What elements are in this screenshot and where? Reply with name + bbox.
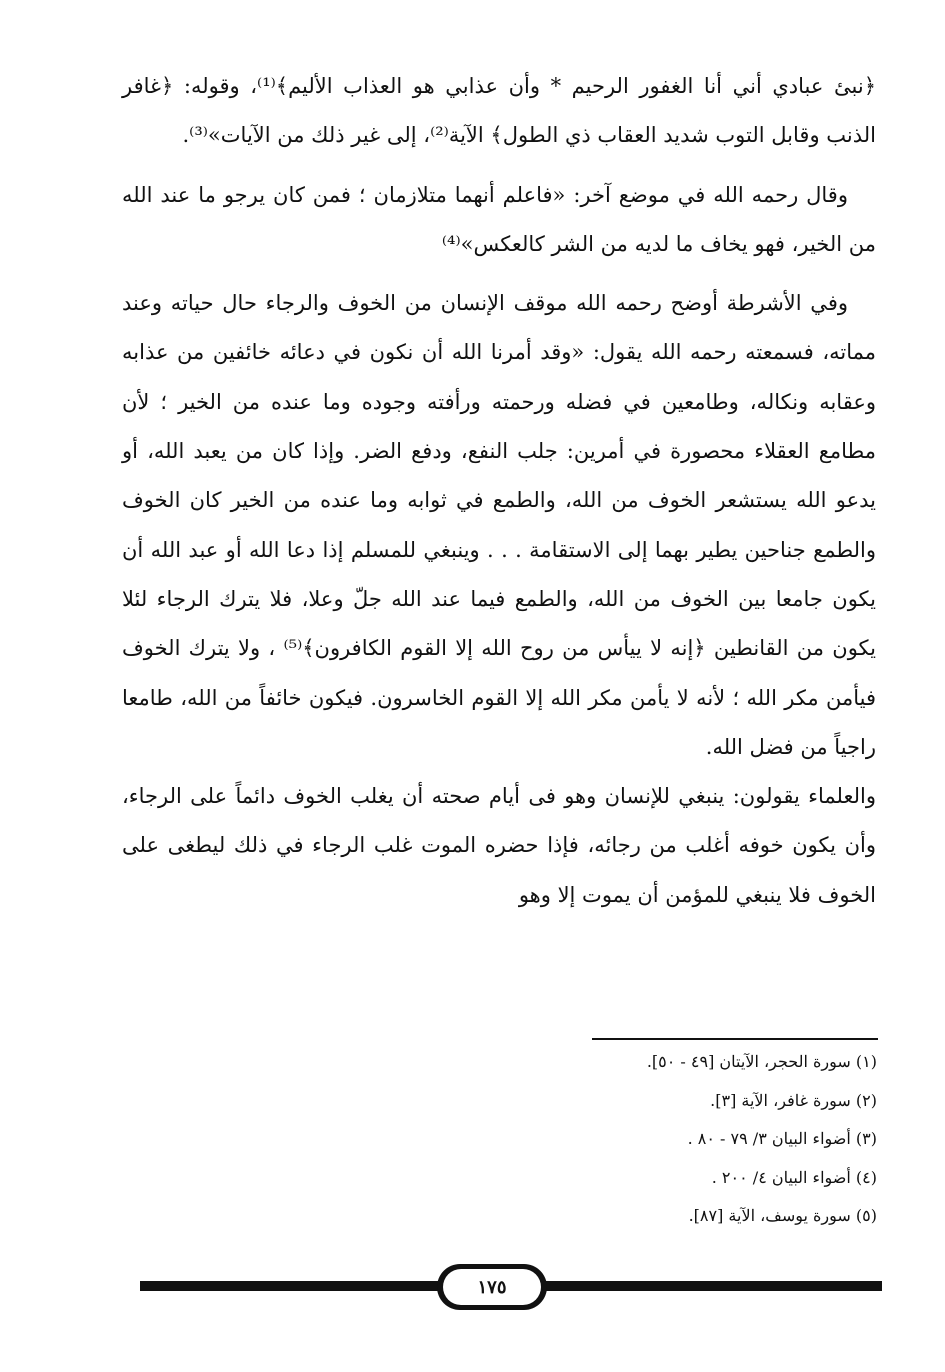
footnote-1: (١) سورة الحجر، الآيتان [٤٩ - ٥٠].: [646, 1052, 877, 1071]
footnote-5: (٥) سورة يوسف، الآية [٨٧].: [688, 1206, 877, 1225]
page-number-badge: [437, 1264, 547, 1310]
footnote-2: (٢) سورة غافر، الآية [٣].: [710, 1090, 877, 1110]
page-number: ١٧٥: [443, 1269, 541, 1305]
paragraph-tapes-explanation: وفي الأشرطة أوضح رحمه الله موقف الإنسان من الخوف والرجاء حال حياته وعند مماته، فسمعته رحمه الله يقول: «وقد أمرنا الله أن نكون في دعائه خائفين من عذابه وعقابه ونكاله، وطامعين في فضله ورحمته ورأفته وجوده وما عنده من الخير ؛ لأن مطامع العقلاء محصورة في أمرين: جلب النفع، ودفع الضر. وإذا كان من يعبد الله، أو يدعو الله يستشعر الخوف من الله، والطمع في ثوابه وما عنده من الخير كان الخوف والطمع جناحين يطير بهما إلى الاستقامة . . . وينبغي للمسلم إذا دعا الله أو عبد الله أن يكون جامعا بين الخوف من الله، والطمع فيما عند الله جلّ وعلا، فلا يترك الرجاء لئلا يكون من القانطين ﴿إنه لا ييأس من روح الله إلا القوم الكافرون﴾⁽⁵⁾ ، ولا يترك الخوف فيأمن مكر الله ؛ لأنه لا يأمن مكر الله إلا القوم الخاسرون. فيكون خائفاً من الله، طامعا راجياً من فضل الله.: [122, 291, 876, 759]
paragraph-quote-continuation: ﴿نبئ عبادي أني أنا الغفور الرحيم * وأن عذابي هو العذاب الأليم﴾⁽¹⁾، وقوله: ﴿غافر الذنب وقابل التوب شديد العقاب ذي الطول﴾ الآية⁽²⁾، إلى غير ذلك من الآيات»⁽³⁾.: [122, 74, 876, 148]
paragraph-scholars-say: والعلماء يقولون: ينبغي للإنسان وهو فى أيام صحته أن يغلب الخوف دائماً على الرجاء، وأن يكون خوفه أغلب من رجائه، فإذا حضره الموت غلب الرجاء في ذلك ليطغى على الخوف فلا ينبغي للمؤمن أن يموت إلا وهو: [122, 784, 876, 907]
footnote-4: (٤) أضواء البيان ٤/ ٢٠٠ .: [711, 1167, 877, 1187]
footnotes: [457, 1043, 877, 1236]
footnote-3: (٣) أضواء البيان ٣/ ٧٩ - ٨٠ .: [687, 1129, 877, 1148]
main-text-body: [122, 62, 876, 920]
paragraph-fear-hope-linked: وقال رحمه الله في موضع آخر: «فاعلم أنهما متلازمان ؛ فمن كان يرجو ما عند الله من الخير، فهو يخاف ما لديه من الشر كالعكس»⁽⁴⁾: [122, 182, 876, 256]
footnote-separator: [592, 1038, 878, 1040]
